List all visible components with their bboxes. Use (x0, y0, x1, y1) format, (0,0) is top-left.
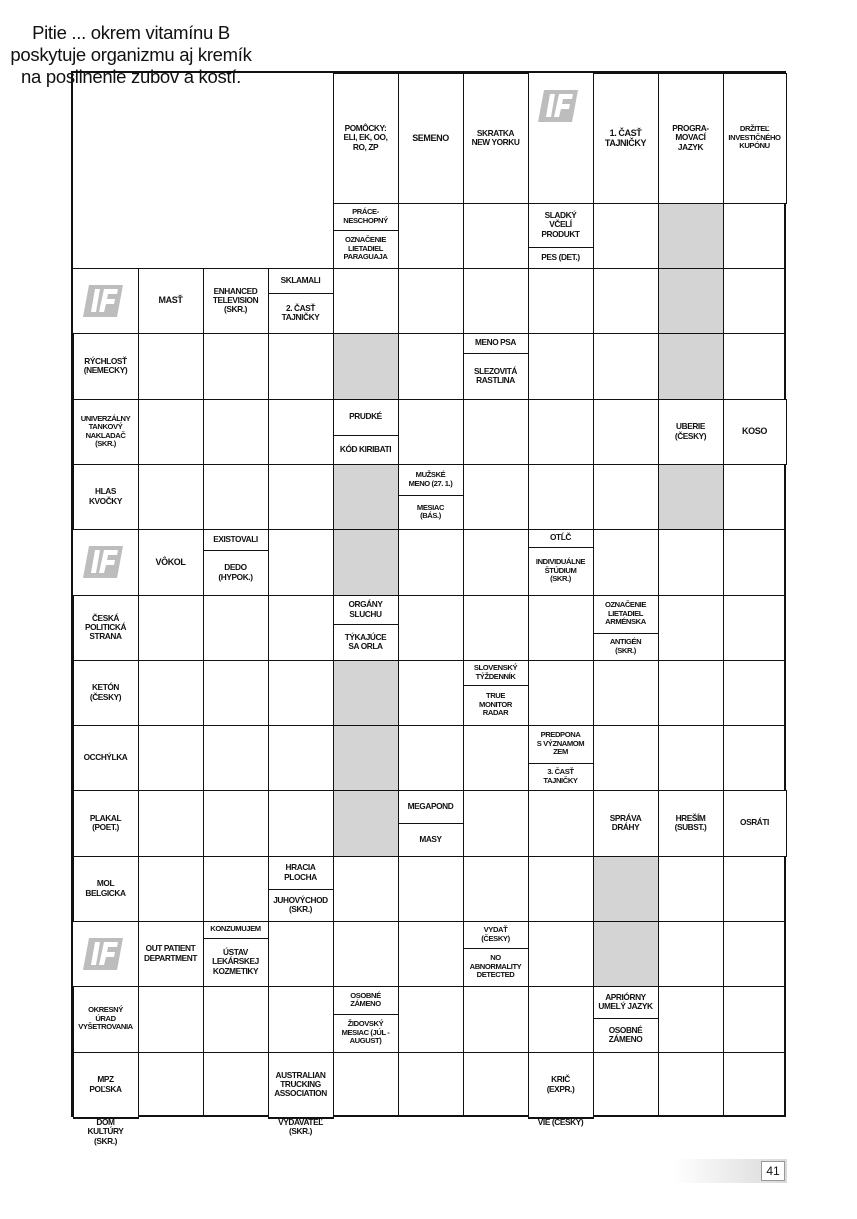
crossword-grid (71, 71, 786, 1146)
shaded-cell (333, 333, 398, 399)
clue-slezovita: SLEZOVITÁ RASTLINA (474, 365, 517, 385)
clue-apriorny: APRIÓRNY UMELÝ JAZYK (598, 991, 653, 1011)
clue-out-patient: OUT PATIENT DEPARTMENT (143, 943, 197, 963)
clue-kod-kiribati: KÓD KIRIBATI (339, 443, 392, 454)
clue-cast1: 1. ČASŤ TAJNIČKY (604, 127, 647, 148)
clue-programovaci: PROGRA- MOVACÍ JAZYK (672, 123, 709, 152)
clue-cast2: 2. ČASŤ TAJNIČKY (281, 302, 320, 322)
clue-mesiac-bas: MESIAC (BÁS.) (416, 502, 445, 520)
clue-osobne1: OSOBNÉ ZÁMENO (350, 990, 381, 1008)
clue-kric: KRIČ (EXPR.) (546, 1074, 575, 1094)
clue-masy: MASY (419, 833, 442, 844)
shaded-cell (333, 790, 398, 856)
clue-zidovsky: ŽIDOVSKÝ MESIAC (JÚL - AUGUST) (341, 1019, 390, 1046)
intro-text: Pitie ... okrem vitamínu B poskytuje organizmu aj kremík na posilnenie zubov a kostí. (10, 22, 252, 88)
clue-otlc: OTĹČ (550, 532, 571, 543)
clue-australian: AUSTRALIAN TRUCKING ASSOCIATION (274, 1069, 327, 1099)
clue-mol: MOL BELGICKA (85, 878, 126, 898)
clue-dedo: DEDO (HYPOK.) (218, 562, 253, 582)
clue-ustav: ÚSTAV LEKÁRSKEJ KOZMETIKY (212, 947, 259, 976)
clue-individualne: INDIVIDUÁLNE ŠTÚDIUM (SKR.) (535, 557, 586, 584)
clue-no-abnormality: NO ABNORMALITY DETECTED (469, 953, 522, 980)
grid-line (73, 1052, 786, 1053)
clue-juhovychod: JUHOVÝCHOD (SKR.) (273, 894, 328, 914)
clue-oznacenie-armenska: OZNAČENIE LIETADIEL ARMÉNSKA (604, 600, 647, 627)
clue-sprava: SPRÁVA DRÁHY (609, 812, 642, 832)
clue-antigen: ANTIGÉN (SKR.) (609, 637, 642, 655)
clue-konzumujem: KONZUMUJEM (210, 924, 261, 934)
page-number: 41 (761, 1161, 785, 1181)
clue-okresny: OKRESNÝ ÚRAD VYŠETROVANIA (78, 1005, 133, 1032)
lf-logo-icon (83, 283, 127, 319)
clue-occhylka: OCCHÝLKA (83, 751, 128, 762)
clue-prudke: PRUDKÉ (349, 411, 382, 422)
clue-drzitel: DRŽITEĽ INVESTIČNÉHO KUPÓNU (728, 124, 781, 151)
clue-pomocky: POMÔCKY: ELI, EK, OO, RO, ZP (343, 123, 388, 152)
clue-muzske-meno: MUŽSKÉ MENO (27. 1.) (408, 470, 453, 488)
clue-skratka-ny: SKRATKA NEW YORKU (471, 127, 520, 147)
clue-existovali: EXISTOVALI (213, 533, 258, 544)
lf-logo-icon (83, 544, 127, 580)
clue-slovensky-tyzdennik: SLOVENSKÝ TÝŽDENNÍK (473, 663, 518, 681)
lf-logo-icon (538, 88, 582, 124)
shaded-cell (333, 529, 398, 595)
shaded-cell (658, 268, 723, 333)
clue-megapond: MEGAPOND (407, 800, 454, 811)
clue-pes: PES (DET.) (541, 251, 580, 262)
clue-keton: KETÓN (ČESKY) (89, 682, 122, 702)
clue-semeno: SEMENO (412, 132, 449, 143)
clue-univerzalny: UNIVERZÁLNY TANKOVÝ NAKLADAČ (SKR.) (80, 413, 131, 448)
clue-oznacenie-paraguaja: OZNAČENIE LIETADIEL PARAGUAJA (343, 235, 388, 262)
grid-line (203, 268, 204, 1117)
shaded-cell (333, 660, 398, 725)
clue-hlas: HLAS KVOČKY (88, 486, 123, 506)
clue-plakal: PLAKAL (POET.) (89, 812, 122, 832)
shaded-cell (593, 921, 658, 986)
page-number-box (673, 1159, 787, 1183)
clue-koso: KOSO (742, 426, 767, 437)
shaded-cell (658, 333, 723, 399)
clue-uberie: UBERIE (ČESKY) (674, 421, 707, 441)
clue-hracia: HRACIA PLOCHA (284, 862, 317, 882)
clue-ceska-strana: ČESKÁ POLITICKÁ STRANA (84, 612, 127, 642)
clue-predpona: PREDPONA S VÝZNAMOM ZEM (536, 730, 585, 757)
clue-mpz: MPZ POĽSKA (89, 1074, 122, 1094)
clue-vydavatel: VYDAVATEĽ (SKR.) (278, 1117, 323, 1137)
clue-vydat: VYDAŤ (ČESKY) (481, 925, 510, 943)
clue-meno-psa: MENO PSA (474, 337, 517, 348)
clue-enhanced: ENHANCED TELEVISION (SKR.) (212, 285, 259, 315)
clue-hresim: HREŠÍM (SUBST.) (674, 812, 707, 832)
clue-vokol: VÔKOL (155, 556, 186, 567)
clue-vie: VIE (ČESKY) (537, 1117, 584, 1127)
clue-mast: MASŤ (158, 295, 183, 306)
clue-true-monitor: TRUE MONITOR RADAR (479, 691, 512, 718)
clue-sladky: SLADKÝ VČELÍ PRODUKT (541, 210, 580, 239)
clue-sklamali: SKLAMALI (280, 274, 321, 285)
grid-line (268, 268, 269, 1117)
grid-line (73, 660, 786, 661)
shaded-cell (658, 464, 723, 529)
shaded-cell (333, 725, 398, 790)
clue-praceneschopny: PRÁCE- NESCHOPNÝ (343, 207, 388, 225)
clue-rychlost: RÝCHLOSŤ (NEMECKY) (83, 355, 128, 375)
clue-cast3: 3. ČASŤ TAJNIČKY (543, 767, 578, 785)
clue-dom-kultury: DOM KULTÚRY (SKR.) (87, 1117, 124, 1146)
clue-osrati: OSRÁTI (740, 817, 769, 828)
grid-line (73, 725, 786, 726)
shaded-cell (658, 203, 723, 268)
lf-logo-icon (83, 936, 127, 972)
shaded-cell (593, 856, 658, 921)
clue-tykajuce: TÝKAJÚCE SA ORLA (344, 631, 387, 651)
clue-organy: ORGÁNY SLUCHU (348, 599, 383, 619)
shaded-cell (333, 464, 398, 529)
grid-line (723, 73, 724, 1117)
clue-osobne2: OSOBNÉ ZÁMENO (608, 1024, 643, 1044)
